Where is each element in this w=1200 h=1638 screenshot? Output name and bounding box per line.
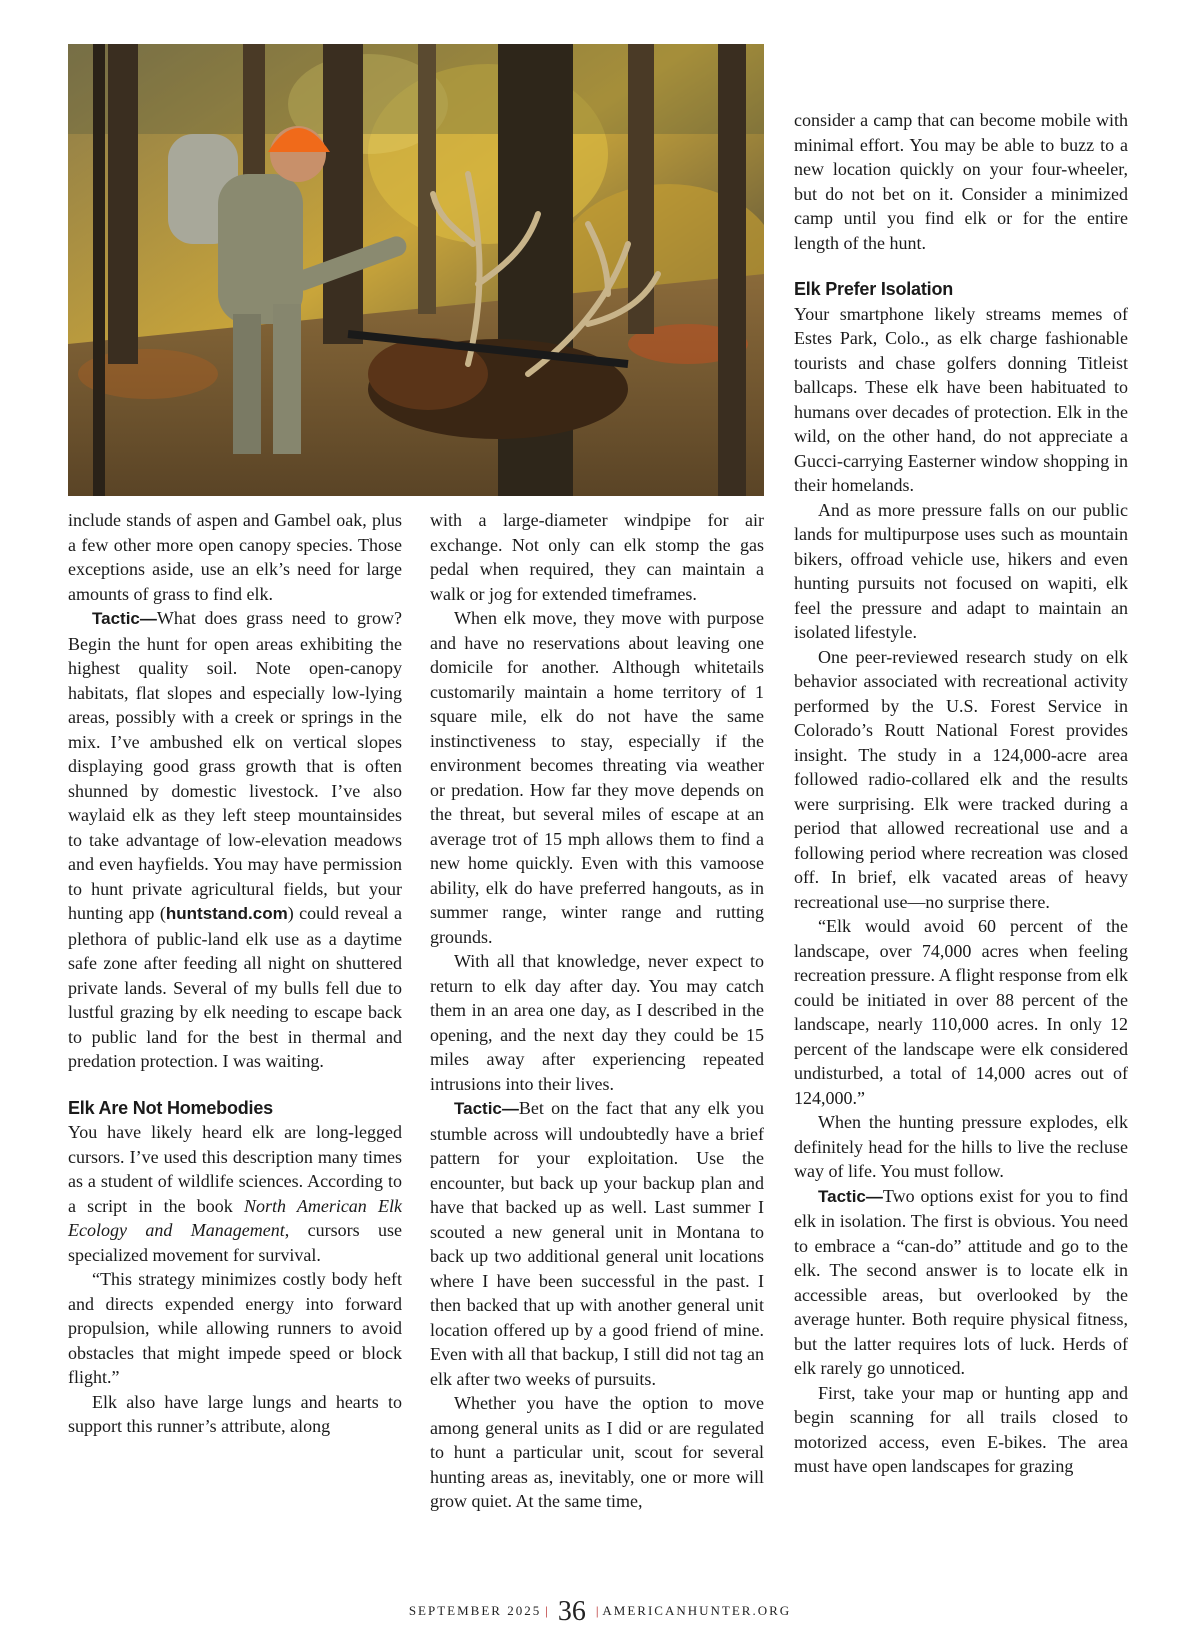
paragraph: First, take your map or hunting app and begin scanning for all trails closed to motorized access, even E-bikes. The area must have open landscapes for grazing: [794, 1382, 1128, 1476]
paragraph: When elk move, they move with purpose and have no reservations about leaving one domicile for another. Although whitetails customarily maintain a home territory of 1 square mile, elk do not have the same instinctiveness to stay, especially if the environment becomes threating via weather or predation. How far they move depends on the threat, but several miles of escape at an average trot of 15 mph allows them to find a new home quickly. Even with this vamoose ability, elk do have preferred hangouts, as in summer range, winter range and rutting grounds.: [430, 608, 764, 947]
website-footer[interactable]: AMERICANHUNTER.ORG: [602, 1603, 792, 1618]
tactic-paragraph: [430, 1096, 764, 1391]
paragraph: When the hunting pressure explodes, elk definitely head for the hills to live the recluse way of life. You must follow.: [794, 1112, 1128, 1181]
paragraph: One peer-reviewed research study on elk behavior associated with recreational activity performed by the U.S. Forest Service in Colorado’s Routt National Forest provides insight. The study in a 124,000-acre area followed radio-collared elk and the results were surprising. Elk were tracked during a period that allowed recreational use and a following period where recreation was closed off. In brief, elk vacated areas of heavy recreational use—no surprise there.: [794, 646, 1128, 912]
quote-paragraph: “This strategy minimizes costly body heft and directs expended energy into forward propulsion, while allowing runners to avoid obstacles that might impede speed or block flight.”: [68, 1269, 402, 1387]
paragraph: Whether you have the option to move among general units as I did or are regulated to hunt a particular unit, scout for several hunting areas as, inevitably, one or more will grow quiet. At the same time,: [430, 1393, 764, 1511]
paragraph-text: You have likely heard elk are long-legged cursors. I’ve used this description many times as a student of wildlife sciences. According to a script in the book: [68, 1122, 402, 1216]
tactic-label: Tactic—: [92, 609, 157, 628]
paragraph-text: ) could reveal a plethora of public-land elk use as a daytime safe zone after feeding all night on shuttered private lands. Several of my bulls fell due to lustful grazing by elk needing to escape back to public land for the best in thermal and predation protection. I was waiting.: [68, 903, 402, 1071]
paragraph: Your smartphone likely streams memes of Estes Park, Colo., as elk charge fashionable tourists and chase golfers donning Titleist ballcaps. These elk have been habituated to humans over decades of protection. Elk in the wild, on the other hand, do not appreciate a Gucci-carrying Easterner window shopping in their homelands.: [794, 303, 1128, 495]
quote-paragraph: “Elk would avoid 60 percent of the landscape, over 74,000 acres when feeling recreation pressure. A flight response from elk could be initiated in over 88 percent of the landscape, nearly 110,000 acres. In only 12 percent of the landscape were elk considered undisturbed, a total of 14,000 acres out of 124,000.”: [794, 916, 1128, 1108]
tactic-paragraph: [794, 1184, 1128, 1381]
tactic-label: Tactic—: [818, 1186, 883, 1206]
issue-date: SEPTEMBER 2025: [408, 1603, 542, 1618]
paragraph: with a large-diameter windpipe for air exchange. Not only can elk stomp the gas pedal when required, they can maintain a walk or jog for extended timeframes.: [430, 510, 764, 604]
article-column-2: [430, 508, 764, 1514]
article-column-1: [68, 508, 402, 1439]
tactic-label: Tactic—: [454, 1099, 519, 1118]
tactic-paragraph: [68, 606, 402, 1074]
website-link[interactable]: huntstand.com: [165, 904, 288, 923]
paragraph: With all that knowledge, never expect to return to elk day after day. You may catch them in an area one day, as I described in the opening, and the next day they could be 15 miles away after experiencing repeated intrusions into their lives.: [430, 951, 764, 1094]
section-heading: Elk Are Not Homebodies: [68, 1097, 273, 1118]
footer-divider: |: [545, 1603, 548, 1618]
section-heading: Elk Prefer Isolation: [794, 279, 954, 299]
photo-illustration: [68, 44, 764, 496]
paragraph: And as more pressure falls on our public lands for multipurpose uses such as mountain bikers, offroad vehicle use, hikers and even hunting pursuits not focused on wapiti, elk feel the pressure and adapt to maintain an isolated lifestyle.: [794, 499, 1128, 642]
paragraph-text: Bet on the fact that any elk you stumble across will undoubtedly have a brief pattern for your exploitation. Use the encounter, but back up your backup plan and have that backed up as well. Last summer I scouted a new general unit in Montana to back up two additional general unit locations where I have been successful in the past. I then backed that up with another general unit location offered up by a good friend of mine. Even with all that backup, I still did not tag an elk after two weeks of pursuits.: [430, 1098, 764, 1389]
paragraph: include stands of aspen and Gambel oak, plus a few other more open canopy species. Those exceptions aside, use an elk’s need for large amounts of grass to find elk.: [68, 510, 402, 604]
footer-divider: |: [595, 1603, 599, 1618]
paragraph-text: , cursors use specialized movement for survival.: [68, 1220, 402, 1265]
paragraph: consider a camp that can become mobile with minimal effort. You may be able to buzz to a new location quickly on your four-wheeler, but do not bet on it. Consider a minimized camp until you find elk or for the entire length of the hunt.: [794, 110, 1128, 253]
page-footer: [0, 1596, 1200, 1628]
page-number: 36: [557, 1596, 586, 1627]
paragraph: Elk also have large lungs and hearts to support this runner’s attribute, along: [68, 1391, 402, 1436]
book-title: North American Elk Ecology and Management: [68, 1195, 402, 1240]
paragraph-text: What does grass need to grow? Begin the hunt for open areas exhibiting the highest quality soil. Note open-canopy habitats, flat slopes and especially low-lying areas, possibly with a creek or springs in the mix. I’ve ambushed elk on vertical slopes displaying good grass growth that is often shunned by domestic livestock. I’ve also waylaid elk as they left steep mountainsides to take advantage of low-elevation meadows and even hayfields. You may have permission to hunt private agricultural fields, but your hunting app (: [68, 608, 402, 923]
hunter-with-elk-photo: [68, 44, 764, 496]
paragraph: [68, 1120, 402, 1267]
article-column-3: [794, 108, 1128, 1479]
paragraph-text: Two options exist for you to find elk in isolation. The first is obvious. You need to embrace a “can-do” attitude and go to the elk. The second answer is to locate elk in accessible areas, but overlooked by the average hunter. Both require physical fitness, but the latter requires lots of luck. Herds of elk rarely go unnoticed.: [794, 1185, 1128, 1378]
